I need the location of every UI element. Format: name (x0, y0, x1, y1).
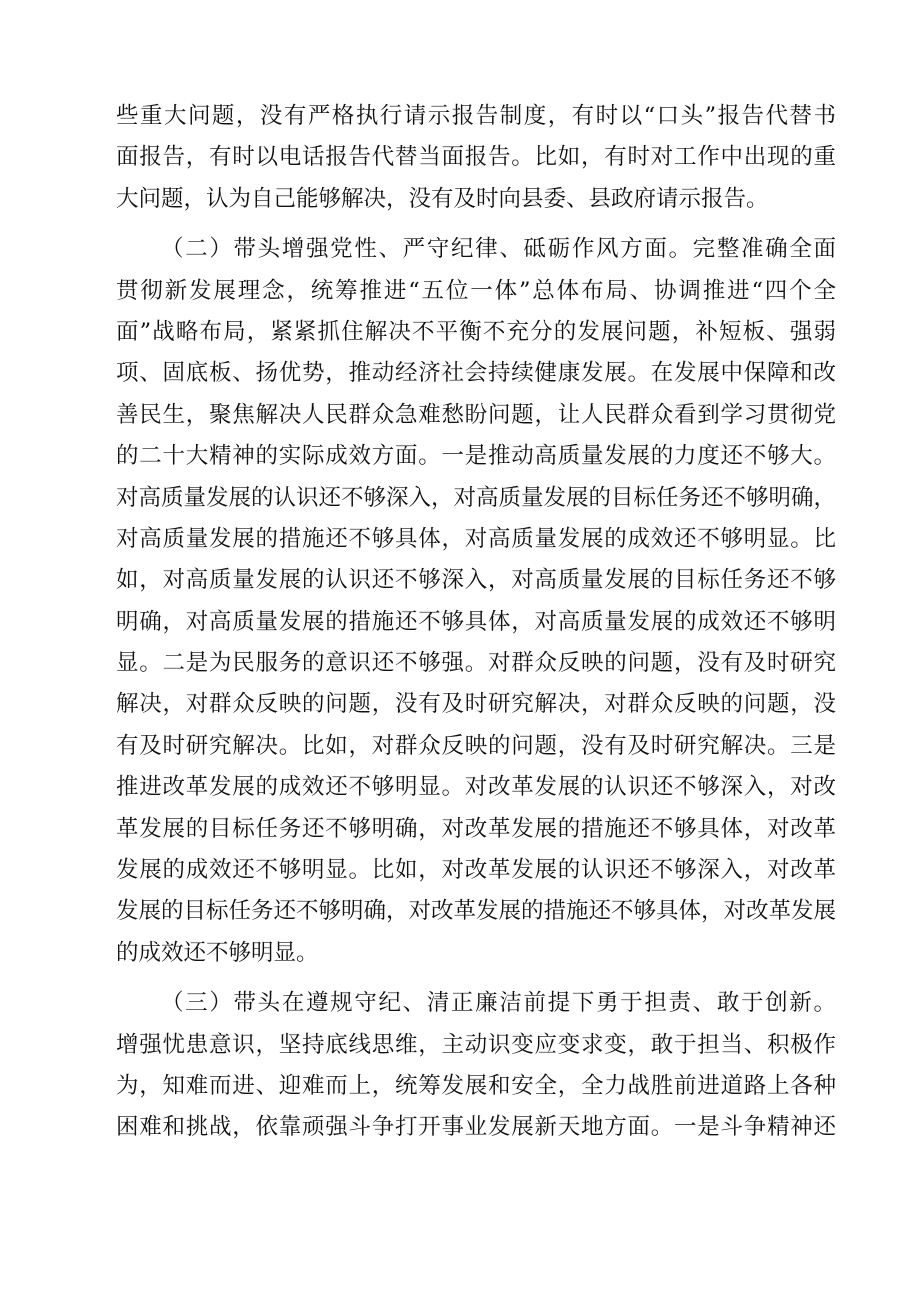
paragraph-section-two (116, 229, 836, 974)
text-line: 善民生，聚焦解决人民群众急难愁盼问题，让人民群众看到学习贯彻党 (116, 401, 836, 428)
text-line: 解决，对群众反映的问题，没有及时研究解决，对群众反映的问题，没 (116, 691, 836, 718)
text-line: 面”战略布局，紧紧抓住解决不平衡不充分的发展问题，补短板、强弱 (116, 318, 836, 345)
text-line: 增强忧患意识，坚持底线思维，主动识变应变求变，敢于担当、积极作 (116, 1031, 836, 1058)
text-line: 困难和挑战，依靠顽强斗争打开事业发展新天地方面。一是斗争精神还 (116, 1114, 836, 1141)
paragraph-gap (116, 220, 836, 229)
section-heading-line: （三）带头在遵规守纪、清正廉洁前提下勇于担责、敢于创新。 (161, 990, 836, 1017)
text-line: 发展的成效还不够明显。比如，对改革发展的认识还不够深入，对改革 (116, 857, 836, 884)
text-line: 发展的目标任务还不够明确，对改革发展的措施还不够具体，对改革发展 (116, 898, 837, 925)
text-line: 如，对高质量发展的认识还不够深入，对高质量发展的目标任务还不够 (116, 567, 836, 594)
text-line: 些重大问题，没有严格执行请示报告制度，有时以“口头”报告代替书 (116, 103, 836, 129)
document-body (116, 96, 836, 1149)
text-line: 明确，对高质量发展的措施还不够具体，对高质量发展的成效还不够明 (116, 608, 836, 635)
paragraph-continuation (116, 96, 836, 220)
text-line: 大问题，认为自己能够解决，没有及时向县委、县政府请示报告。 (116, 185, 769, 212)
text-line: 的成效还不够明显。 (116, 939, 319, 966)
text-line: 为，知难而进、迎难而上，统筹发展和安全，全力战胜前进道路上各种 (116, 1072, 836, 1099)
text-line: 革发展的目标任务还不够明确，对改革发展的措施还不够具体，对改革 (116, 815, 836, 842)
paragraph-gap (116, 974, 836, 983)
text-line: 面报告，有时以电话报告代替当面报告。比如，有时对工作中出现的重 (116, 144, 836, 171)
text-line: 对高质量发展的认识还不够深入，对高质量发展的目标任务还不够明确， (116, 484, 837, 511)
text-line: 显。二是为民服务的意识还不够强。对群众反映的问题，没有及时研究 (116, 650, 836, 677)
text-line: 的二十大精神的实际成效方面。一是推动高质量发展的力度还不够大。 (116, 443, 836, 470)
text-line: 项、固底板、扬优势，推动经济社会持续健康发展。在发展中保障和改 (116, 360, 836, 387)
text-line: 对高质量发展的措施还不够具体，对高质量发展的成效还不够明显。比 (116, 525, 836, 552)
text-line: 有及时研究解决。比如，对群众反映的问题，没有及时研究解决。三是 (116, 732, 836, 759)
text-line: 推进改革发展的成效还不够明显。对改革发展的认识还不够深入，对改 (116, 774, 836, 801)
paragraph-section-three (116, 983, 836, 1149)
section-heading-line: （二）带头增强党性、严守纪律、砥砺作风方面。完整准确全面 (161, 236, 836, 263)
text-line: 贯彻新发展理念，统筹推进“五位一体”总体布局、协调推进“四个全 (116, 277, 836, 304)
